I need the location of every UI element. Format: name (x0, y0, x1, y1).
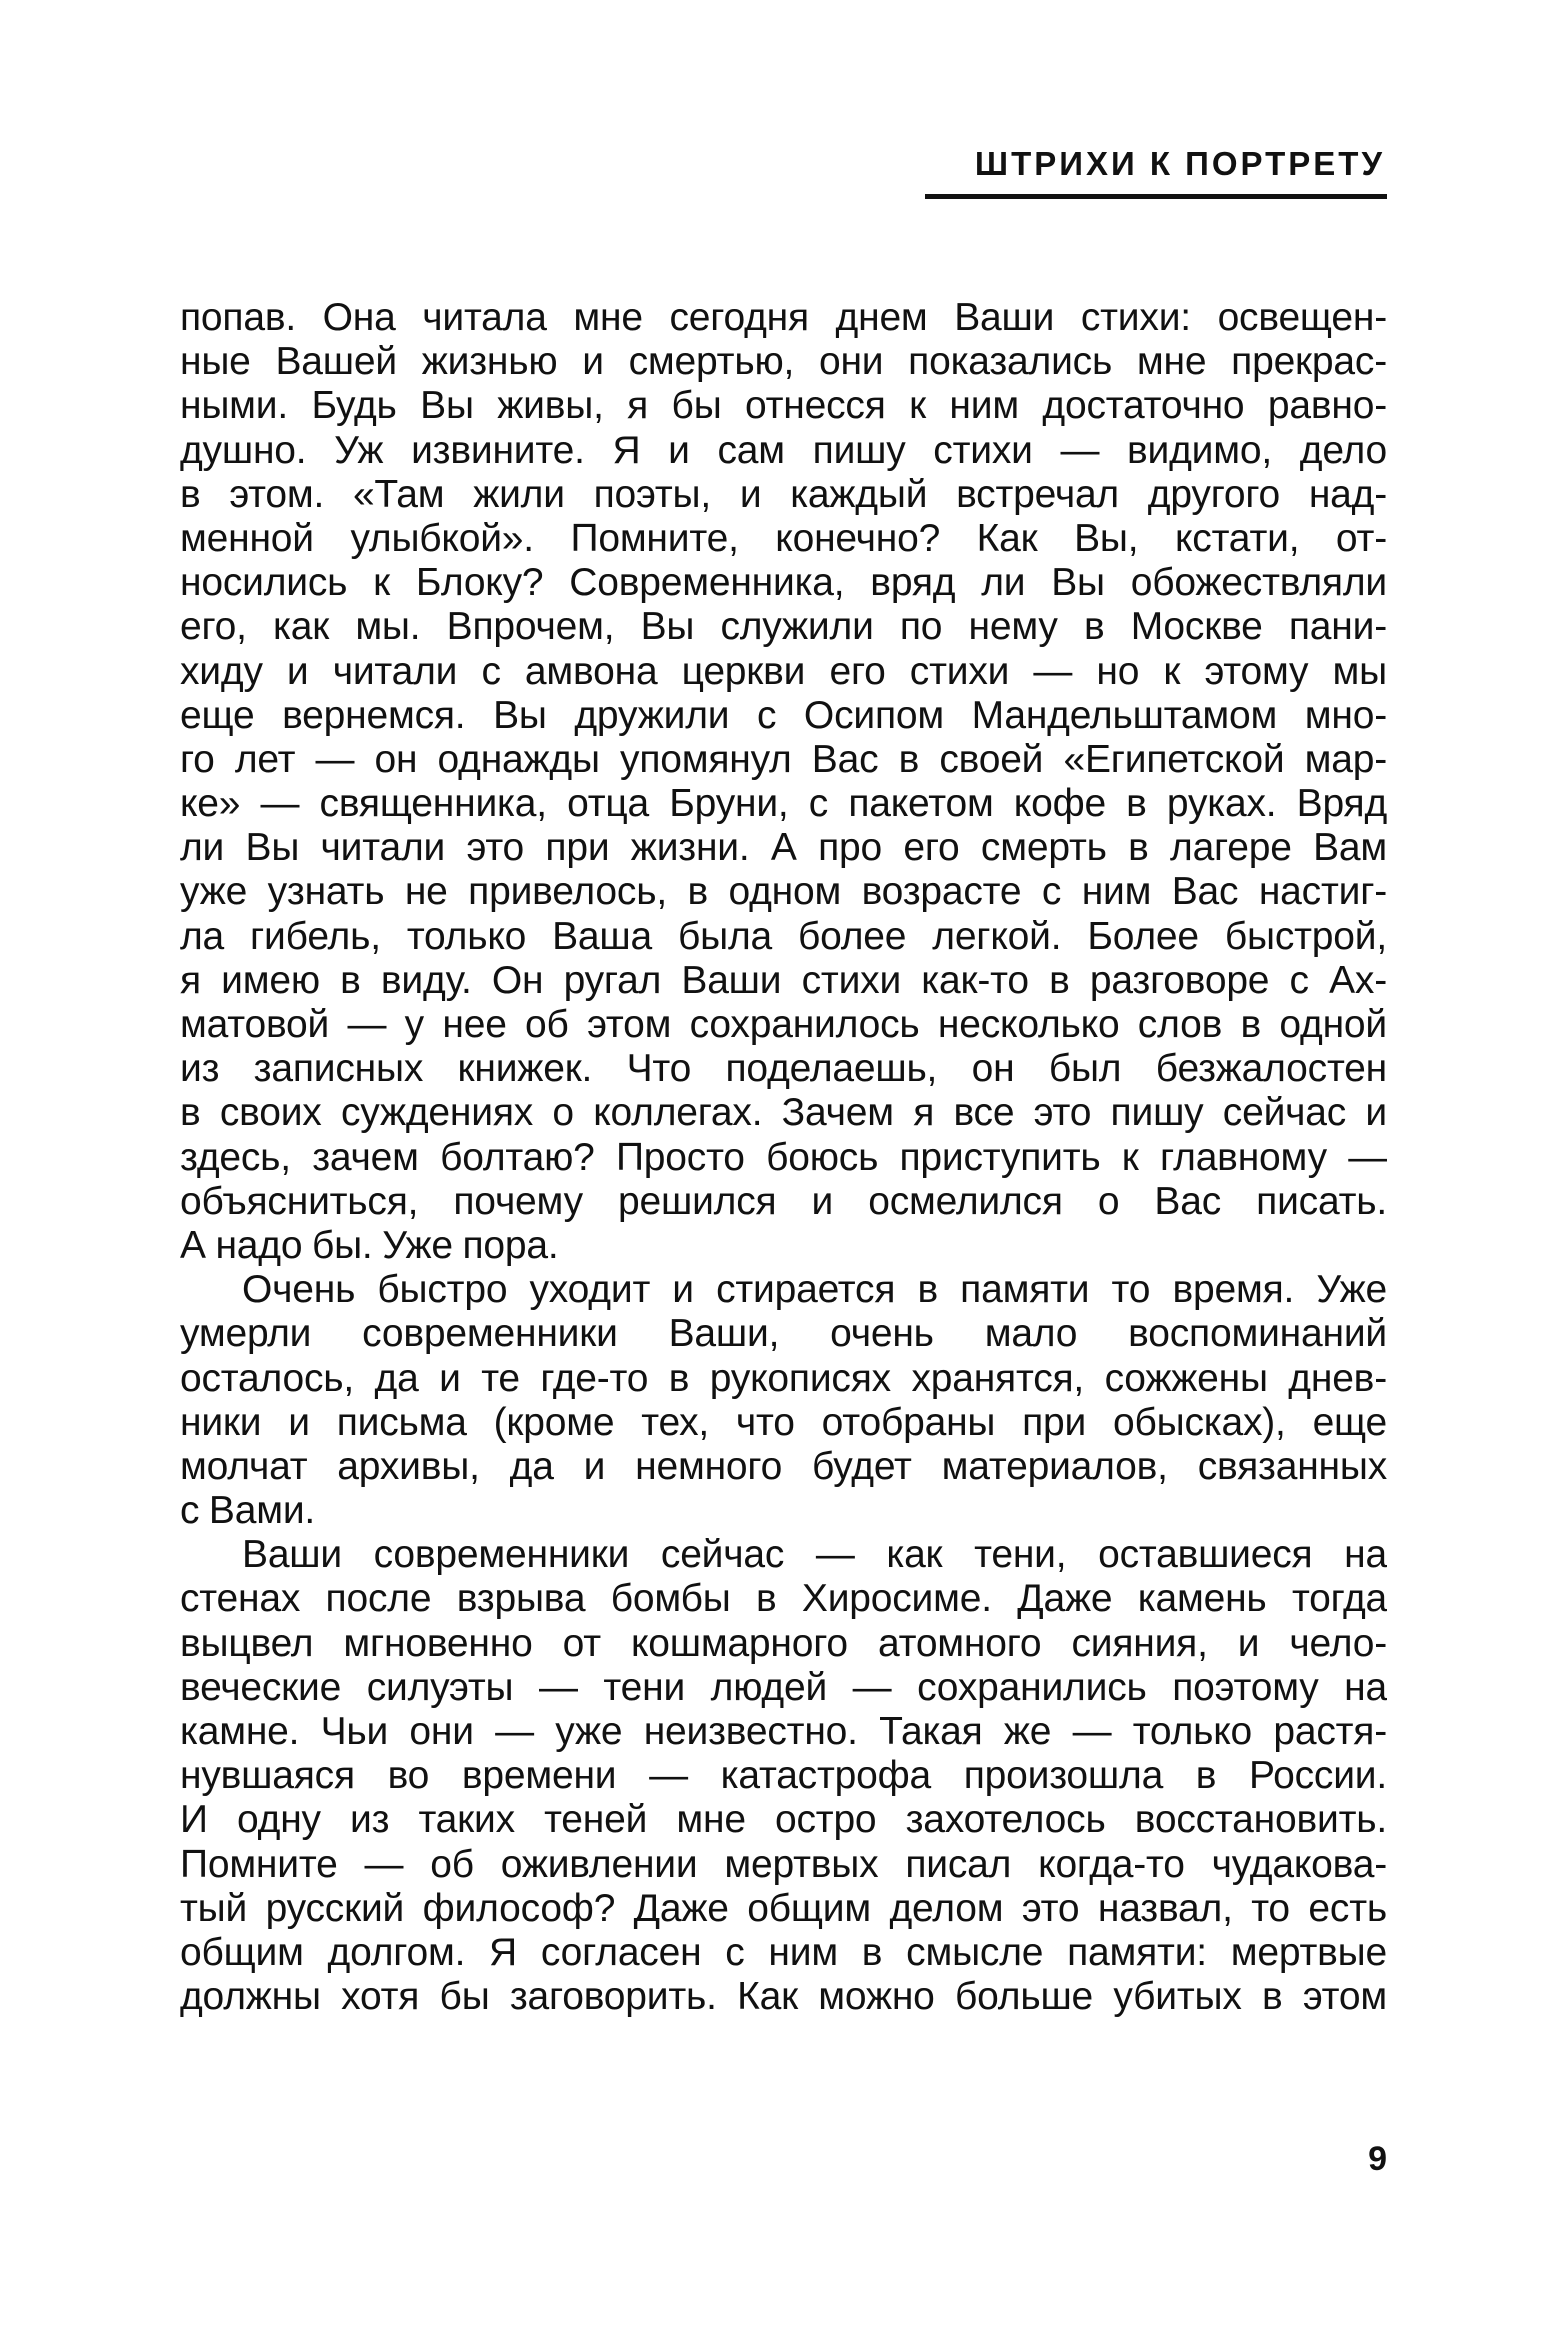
text-line: я имею в виду. Он ругал Ваши стихи как-то в разговоре с Ах- (180, 958, 1387, 1002)
text-line: общим долгом. Я согласен с ним в смысле памяти: мертвые (180, 1930, 1387, 1974)
text-line: ла гибель, только Ваша была более легкой. Более быстрой, (180, 914, 1387, 958)
text-line: попав. Она читала мне сегодня днем Ваши стихи: освещен- (180, 296, 1387, 339)
text-line: го лет — он однажды упомянул Вас в своей «Египетской мар- (180, 737, 1387, 781)
text-line: веческие силуэты — тени людей — сохранились поэтому на (180, 1665, 1387, 1709)
text-line: молчат архивы, да и немного будет материалов, связанных (180, 1444, 1387, 1488)
text-line-paragraph-end: А надо бы. Уже пора. (180, 1223, 559, 1267)
text-line: в этом. «Там жили поэты, и каждый встречал другого над- (180, 472, 1387, 516)
text-line: из записных книжек. Что поделаешь, он был безжалостен (180, 1047, 1387, 1091)
text-line: тый русский философ? Даже общим делом это назвал, то есть (180, 1886, 1387, 1930)
text-line: в своих суждениях о коллегах. Зачем я все это пишу сейчас и (180, 1091, 1387, 1135)
text-line-paragraph-end: с Вами. (180, 1489, 316, 1533)
text-line: умерли современники Ваши, очень мало воспоминаний (180, 1312, 1387, 1356)
text-line-paragraph-start: Ваши современники сейчас — как тени, оставшиеся на (242, 1533, 1387, 1577)
text-line: уже узнать не привелось, в одном возрасте с ним Вас настиг- (180, 870, 1387, 914)
text-line: ные Вашей жизнью и смертью, они показались мне прекрас- (180, 340, 1387, 384)
text-line: стенах после взрыва бомбы в Хиросиме. Даже камень тогда (180, 1577, 1387, 1621)
text-line: менной улыбкой». Помните, конечно? Как Вы, кстати, от- (180, 516, 1387, 560)
body-text (180, 296, 1387, 2019)
text-line: Помните — об оживлении мертвых писал когда-то чудакова- (180, 1842, 1387, 1886)
text-line: еще вернемся. Вы дружили с Осипом Мандельштамом мно- (180, 693, 1387, 737)
text-line: его, как мы. Впрочем, Вы служили по нему в Москве пани- (180, 605, 1387, 649)
text-line: ли Вы читали это при жизни. А про его смерть в лагере Вам (180, 826, 1387, 870)
text-line-paragraph-start: Очень быстро уходит и стирается в памяти то время. Уже (242, 1268, 1387, 1312)
running-header: ШТРИХИ К ПОРТРЕТУ (974, 145, 1385, 182)
text-line: осталось, да и те где-то в рукописях хранятся, сожжены днев- (180, 1356, 1387, 1400)
text-line: носились к Блоку? Современника, вряд ли Вы обожествляли (180, 561, 1387, 605)
text-line: ными. Будь Вы живы, я бы отнесся к ним достаточно равно- (180, 384, 1387, 428)
header-rule (925, 194, 1387, 199)
page-number: 9 (1368, 2140, 1387, 2178)
text-line: нувшаяся во времени — катастрофа произошла в России. (180, 1754, 1387, 1798)
text-line: ке» — священника, отца Бруни, с пакетом кофе в руках. Вряд (180, 782, 1387, 826)
text-line: И одну из таких теней мне остро захотелось восстановить. (180, 1798, 1387, 1842)
text-line: здесь, зачем болтаю? Просто боюсь приступить к главному — (180, 1135, 1387, 1179)
text-line: ники и письма (кроме тех, что отобраны при обысках), еще (180, 1400, 1387, 1444)
text-line: душно. Уж извините. Я и сам пишу стихи — видимо, дело (180, 428, 1387, 472)
text-line: хиду и читали с амвона церкви его стихи — но к этому мы (180, 649, 1387, 693)
text-line: объясниться, почему решился и осмелился о Вас писать. (180, 1179, 1387, 1223)
text-line: матовой — у нее об этом сохранилось несколько слов в одной (180, 1003, 1387, 1046)
text-line: выцвел мгновенно от кошмарного атомного сияния, и чело- (180, 1621, 1387, 1665)
text-line: должны хотя бы заговорить. Как можно больше убитых в этом (180, 1975, 1387, 2019)
text-line: камне. Чьи они — уже неизвестно. Такая же — только растя- (180, 1710, 1387, 1753)
